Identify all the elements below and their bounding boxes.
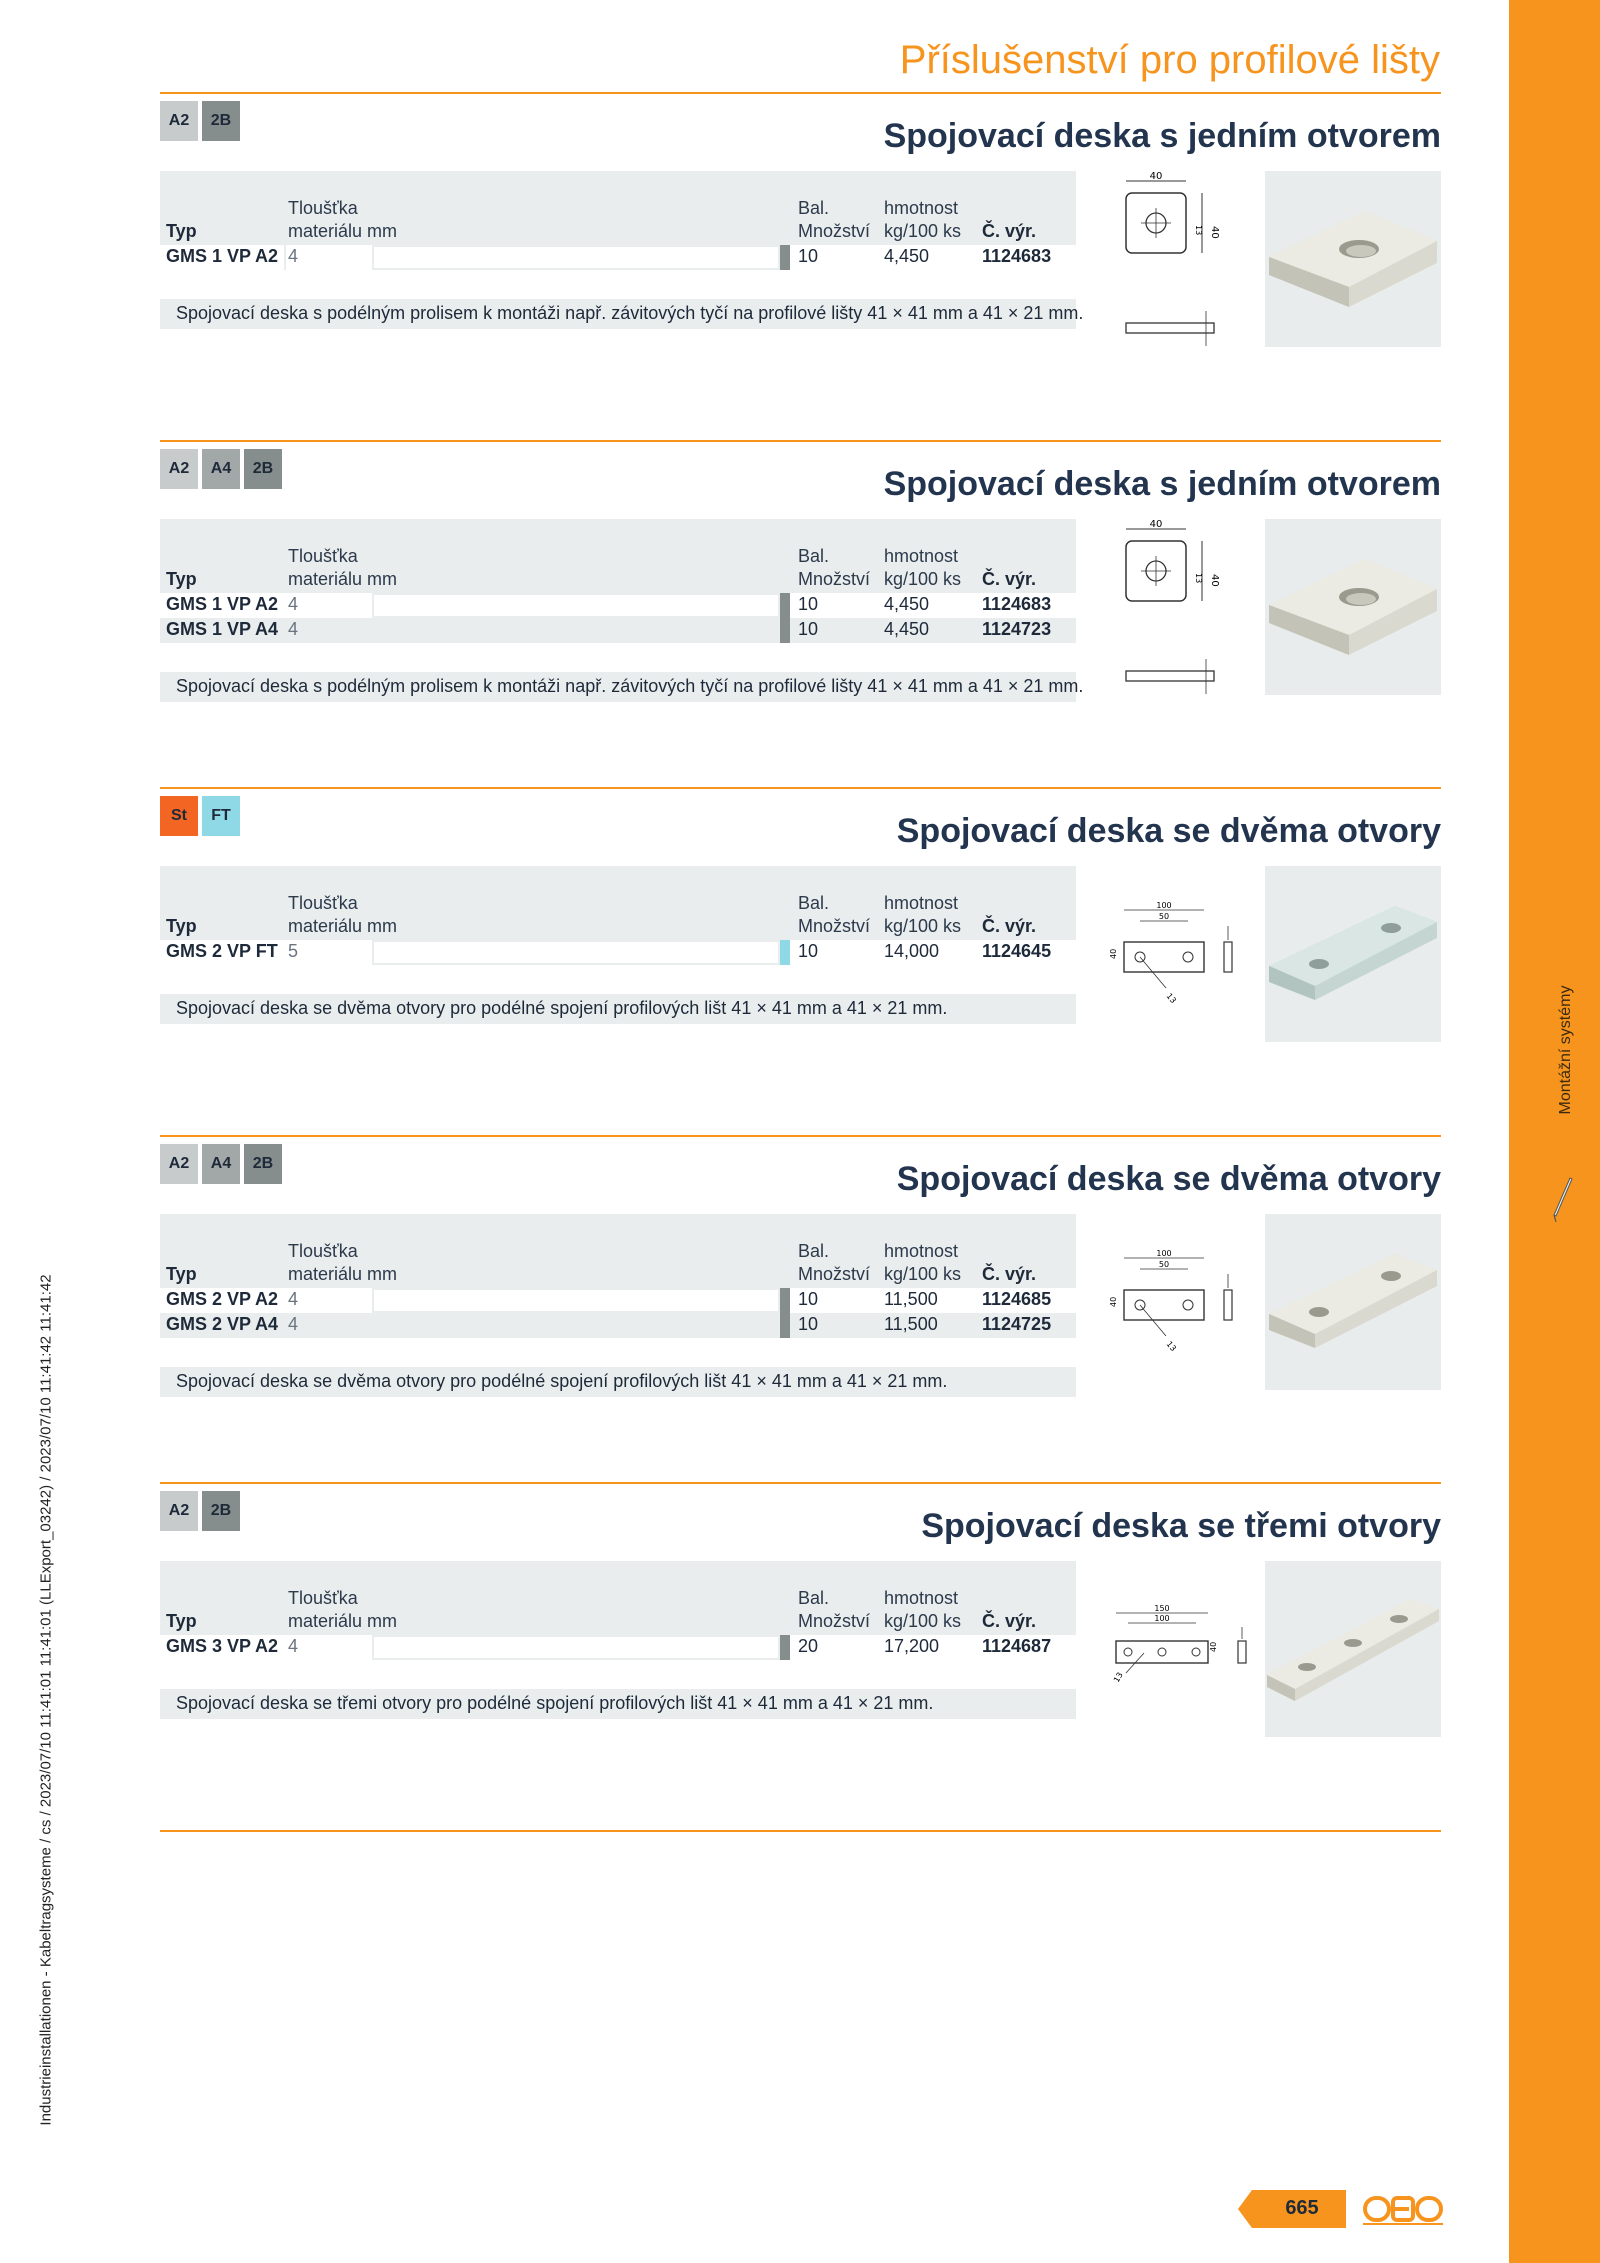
spec-table (160, 519, 1076, 643)
table-row (160, 245, 1076, 270)
material-badge: A2 (160, 449, 198, 489)
cell-quantity: 10 (798, 1289, 819, 1309)
cell-thickness: 4 (288, 1636, 299, 1656)
svg-text:40: 40 (1109, 948, 1118, 959)
cell-type: GMS 2 VP FT (166, 941, 278, 961)
table-header (160, 866, 1076, 940)
cell-thickness: 5 (288, 941, 299, 961)
svg-text:13: 13 (1194, 573, 1203, 584)
product-photo (1265, 519, 1441, 695)
spec-table (160, 1561, 1076, 1660)
cell-thickness: 4 (288, 1314, 299, 1334)
material-badges (160, 796, 240, 836)
spec-table (160, 866, 1076, 965)
material-badge: FT (202, 796, 240, 836)
header-mass: hmotnost kg/100 ks (884, 1588, 962, 1631)
product-description: Spojovací deska se dvěma otvory pro podélné spojení profilových lišt 41 × 41 mm a 41 × 21 mm. (160, 1367, 1076, 1397)
product-description: Spojovací deska se dvěma otvory pro podélné spojení profilových lišt 41 × 41 mm a 41 × 21 mm. (160, 994, 1076, 1024)
cell-thickness: 4 (288, 246, 299, 266)
section-title: Spojovací deska se dvěma otvory (896, 1160, 1441, 1198)
section-title: Spojovací deska s jedním otvorem (883, 117, 1441, 155)
svg-text:13: 13 (1111, 1670, 1125, 1684)
cell-type: GMS 1 VP A4 (166, 619, 279, 639)
product-description: Spojovací deska s podélným prolisem k montáži např. závitových tyčí na profilové lišty 41 × 41 mm a 41 × 21 mm. (160, 672, 1076, 702)
cell-thickness: 4 (288, 594, 299, 614)
product-section (160, 1491, 1441, 1821)
material-badges (160, 101, 240, 141)
product-photo (1265, 171, 1441, 347)
material-badges (160, 1144, 282, 1184)
material-marker (780, 245, 790, 270)
header-thickness: Tloušťka materiálu mm (288, 1241, 398, 1284)
svg-text:50: 50 (1158, 912, 1170, 921)
cell-mass: 4,450 (884, 246, 930, 266)
obo-logo (1363, 2192, 1443, 2226)
svg-text:40: 40 (1209, 574, 1220, 587)
cell-mass: 11,500 (884, 1314, 938, 1334)
svg-text:40: 40 (1209, 1641, 1218, 1652)
cell-article-number: 1124683 (982, 594, 1052, 614)
header-type: Typ (166, 916, 197, 936)
cell-type: GMS 1 VP A2 (166, 246, 279, 266)
divider (160, 440, 1441, 442)
header-quantity: Bal. Množství (798, 1588, 871, 1631)
header-type: Typ (166, 1264, 197, 1284)
material-badge: A2 (160, 1491, 198, 1531)
sidebar-category-label: Montážní systémy (1557, 985, 1574, 1115)
material-badge: A2 (160, 101, 198, 141)
cell-type: GMS 3 VP A2 (166, 1636, 279, 1656)
product-photo (1265, 866, 1441, 1042)
print-metadata: Industrieinstallationen - Kabeltragsysteme / cs / 2023/07/10 11:41:01 11:41:01 (LLExport_03242) / 2023/07/10 11:41:42 11:41:42 (37, 1274, 55, 2126)
svg-text:13: 13 (1194, 225, 1203, 236)
page-title: Příslušenství pro profilové lišty (899, 38, 1440, 82)
product-photo (1265, 1561, 1441, 1737)
header-quantity: Bal. Množství (798, 893, 871, 936)
header-mass: hmotnost kg/100 ks (884, 546, 962, 589)
divider (160, 1830, 1441, 1832)
cell-quantity: 10 (798, 941, 819, 961)
svg-text:100: 100 (1156, 1249, 1172, 1258)
sidebar-band (1509, 0, 1600, 2263)
cell-quantity: 20 (798, 1636, 819, 1656)
product-section (160, 101, 1441, 431)
product-section (160, 449, 1441, 779)
cell-article-number: 1124645 (982, 941, 1052, 961)
product-description: Spojovací deska se třemi otvory pro podélné spojení profilových lišt 41 × 41 mm a 41 × 21 mm. (160, 1689, 1076, 1719)
section-title: Spojovací deska se třemi otvory (921, 1507, 1441, 1545)
material-marker (780, 593, 790, 618)
cell-type: GMS 2 VP A2 (166, 1289, 279, 1309)
cell-article-number: 1124725 (982, 1314, 1052, 1334)
material-badge: 2B (244, 1144, 282, 1184)
product-photo (1265, 1214, 1441, 1390)
svg-text:100: 100 (1154, 1614, 1170, 1623)
cell-quantity: 10 (798, 1314, 819, 1334)
divider (160, 1135, 1441, 1137)
cell-article-number: 1124685 (982, 1289, 1052, 1309)
cell-thickness: 4 (288, 619, 299, 639)
material-marker (780, 940, 790, 965)
cell-mass: 4,450 (884, 619, 930, 639)
material-badges (160, 1491, 240, 1531)
product-description: Spojovací deska s podélným prolisem k montáži např. závitových tyčí na profilové lišty 41 × 41 mm a 41 × 21 mm. (160, 299, 1076, 329)
header-type: Typ (166, 221, 197, 241)
page-number: 665 (1285, 2197, 1319, 2219)
material-badges (160, 449, 282, 489)
svg-text:13: 13 (1164, 1339, 1178, 1354)
table-header (160, 1561, 1076, 1635)
svg-text:50: 50 (1158, 1260, 1170, 1269)
rail-icon (1548, 1175, 1578, 1225)
header-mass: hmotnost kg/100 ks (884, 198, 962, 241)
material-marker (780, 1288, 790, 1313)
table-row (160, 1635, 1076, 1660)
header-thickness: Tloušťka materiálu mm (288, 546, 398, 589)
header-article-number: Č. výr. (982, 569, 1037, 589)
header-quantity: Bal. Množství (798, 1241, 871, 1284)
svg-text:40: 40 (1149, 519, 1163, 530)
table-row (160, 1313, 1076, 1338)
material-badge: 2B (202, 101, 240, 141)
cell-article-number: 1124687 (982, 1636, 1052, 1656)
header-article-number: Č. výr. (982, 916, 1037, 936)
material-badge: A4 (202, 449, 240, 489)
svg-text:150: 150 (1154, 1604, 1170, 1613)
divider (160, 1482, 1441, 1484)
cell-type: GMS 2 VP A4 (166, 1314, 279, 1334)
cell-mass: 17,200 (884, 1636, 940, 1656)
cell-article-number: 1124683 (982, 246, 1052, 266)
cell-article-number: 1124723 (982, 619, 1052, 639)
header-article-number: Č. výr. (982, 1611, 1037, 1631)
cell-type: GMS 1 VP A2 (166, 594, 279, 614)
cell-quantity: 10 (798, 246, 819, 266)
product-section (160, 796, 1441, 1126)
header-article-number: Č. výr. (982, 221, 1037, 241)
header-quantity: Bal. Množství (798, 546, 871, 589)
cell-mass: 11,500 (884, 1289, 938, 1309)
header-thickness: Tloušťka materiálu mm (288, 1588, 398, 1631)
svg-text:100: 100 (1156, 901, 1172, 910)
cell-mass: 14,000 (884, 941, 940, 961)
table-row (160, 593, 1076, 618)
header-article-number: Č. výr. (982, 1264, 1037, 1284)
svg-text:40: 40 (1109, 1296, 1118, 1307)
section-title: Spojovací deska se dvěma otvory (896, 812, 1441, 850)
table-row (160, 618, 1076, 643)
material-badge: A2 (160, 1144, 198, 1184)
material-marker (780, 618, 790, 643)
divider (160, 787, 1441, 789)
header-mass: hmotnost kg/100 ks (884, 893, 962, 936)
product-section (160, 1144, 1441, 1474)
header-mass: hmotnost kg/100 ks (884, 1241, 962, 1284)
material-badge: A4 (202, 1144, 240, 1184)
table-header (160, 519, 1076, 593)
table-header (160, 171, 1076, 245)
svg-text:40: 40 (1209, 226, 1220, 239)
divider (160, 92, 1441, 94)
header-thickness: Tloušťka materiálu mm (288, 198, 398, 241)
cell-mass: 4,450 (884, 594, 930, 614)
header-quantity: Bal. Množství (798, 198, 871, 241)
section-title: Spojovací deska s jedním otvorem (883, 465, 1441, 503)
cell-thickness: 4 (288, 1289, 299, 1309)
svg-text:13: 13 (1164, 991, 1178, 1006)
cell-quantity: 10 (798, 594, 819, 614)
material-marker (780, 1313, 790, 1338)
material-badge: St (160, 796, 198, 836)
header-type: Typ (166, 1611, 197, 1631)
cell-quantity: 10 (798, 619, 819, 639)
header-type: Typ (166, 569, 197, 589)
header-thickness: Tloušťka materiálu mm (288, 893, 398, 936)
material-marker (780, 1635, 790, 1660)
material-badge: 2B (244, 449, 282, 489)
table-row (160, 1288, 1076, 1313)
table-header (160, 1214, 1076, 1288)
table-row (160, 940, 1076, 965)
material-badge: 2B (202, 1491, 240, 1531)
svg-text:40: 40 (1149, 171, 1163, 182)
spec-table (160, 1214, 1076, 1338)
spec-table (160, 171, 1076, 270)
